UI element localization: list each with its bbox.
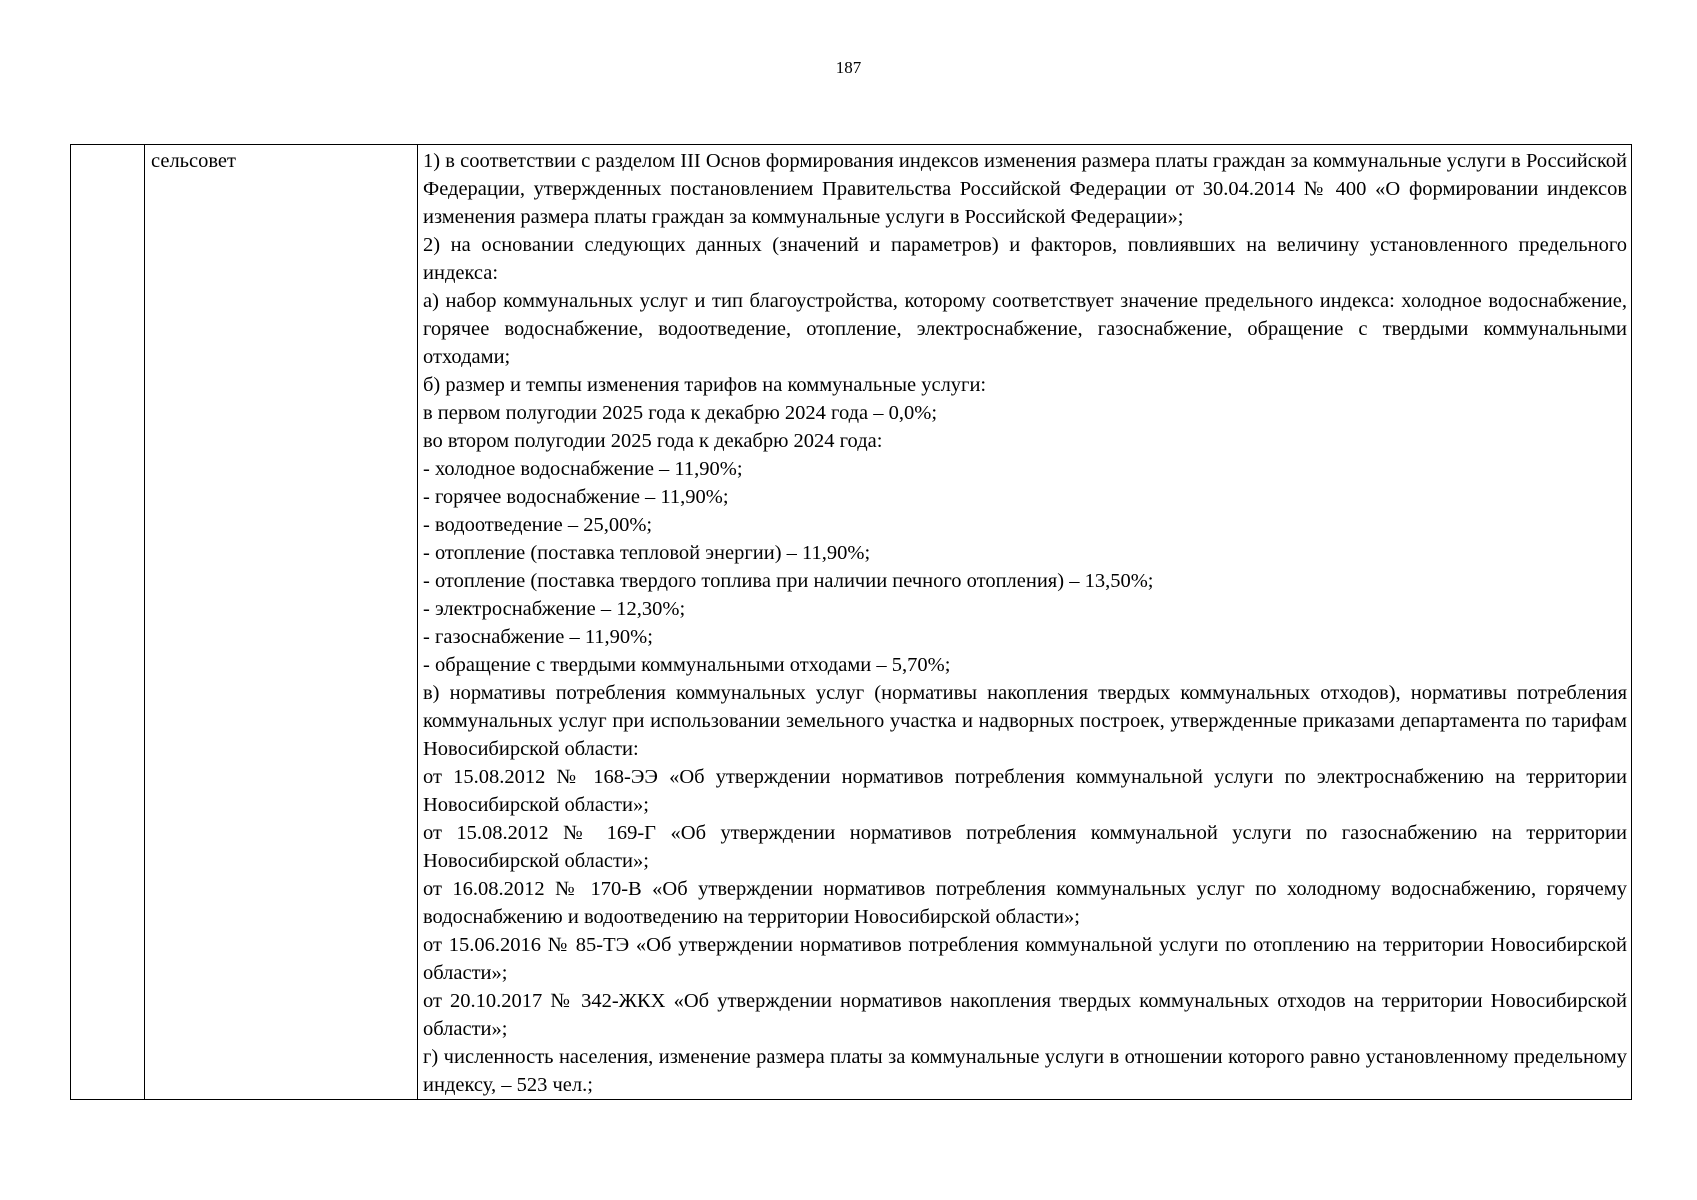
paragraph: во втором полугодии 2025 года к декабрю 2024 года: xyxy=(423,430,883,452)
tariff-list-item: - отопление (поставка твердого топлива при наличии печного отопления) – 13,50%; xyxy=(423,570,1154,592)
order-reference: от 20.10.2017 № 342-ЖКХ «Об утверждении нормативов накопления твердых коммунальных отходов на территории Новосибирской области»; xyxy=(423,990,1627,1040)
order-reference: от 15.08.2012 № 169-Г «Об утверждении нормативов потребления коммунальной услуги по газоснабжению на территории Новосибирской области»; xyxy=(423,822,1627,872)
tariff-list-item: - газоснабжение – 11,90%; xyxy=(423,626,653,648)
row-number-cell xyxy=(71,145,145,1100)
order-reference: от 16.08.2012 № 170-В «Об утверждении нормативов потребления коммунальных услуг по холодному водоснабжению, горячему водоснабжению и водоотведению на территории Новосибирской области»; xyxy=(423,878,1627,928)
tariff-list-item: - отопление (поставка тепловой энергии) – 11,90%; xyxy=(423,542,871,564)
tariff-list-item: - водоотведение – 25,00%; xyxy=(423,514,653,536)
document-table xyxy=(70,144,1632,1100)
order-reference: от 15.08.2012 № 168-ЭЭ «Об утверждении нормативов потребления коммунальной услуги по электроснабжению на территории Новосибирской области»; xyxy=(423,766,1627,816)
tariff-list-item: - электроснабжение – 12,30%; xyxy=(423,598,686,620)
paragraph: в) нормативы потребления коммунальных услуг (нормативы накопления твердых коммунальных отходов), нормативы потребления коммунальных услуг при использовании земельного участка и надворных построек, утвержденные приказами департамента по тарифам Новосибирской области: xyxy=(423,682,1627,760)
paragraph: г) численность населения, изменение размера платы за коммунальные услуги в отношении которого равно установленному предельному индексу, – 523 чел.; xyxy=(423,1046,1627,1096)
description-cell xyxy=(418,145,1632,1100)
paragraph: 2) на основании следующих данных (значений и параметров) и факторов, повлиявших на величину установленного предельного индекса: xyxy=(423,234,1627,284)
paragraph: в первом полугодии 2025 года к декабрю 2024 года – 0,0%; xyxy=(423,402,938,424)
paragraph: 1) в соответствии с разделом III Основ формирования индексов изменения размера платы граждан за коммунальные услуги в Российской Федерации, утвержденных постановлением Правительства Российской Федерации от 30.04.2014 № 400 «О формировании индексов изменения размера платы граждан за коммунальные услуги в Российской Федерации»; xyxy=(423,150,1627,228)
tariff-list-item: - горячее водоснабжение – 11,90%; xyxy=(423,486,729,508)
table-row xyxy=(71,145,1632,1100)
tariff-list-item: - обращение с твердыми коммунальными отходами – 5,70%; xyxy=(423,654,951,676)
tariff-list-item: - холодное водоснабжение – 11,90%; xyxy=(423,458,743,480)
order-reference: от 15.06.2016 № 85-ТЭ «Об утверждении нормативов потребления коммунальной услуги по отоплению на территории Новосибирской области»; xyxy=(423,934,1627,984)
paragraph: а) набор коммунальных услуг и тип благоустройства, которому соответствует значение предельного индекса: холодное водоснабжение, горячее водоснабжение, водоотведение, отопление, электроснабжение, газоснабжение, обращение с твердыми коммунальными отходами; xyxy=(423,290,1627,368)
paragraph: б) размер и темпы изменения тарифов на коммунальные услуги: xyxy=(423,374,987,396)
page-number: 187 xyxy=(835,58,862,77)
municipality-name-cell: сельсовет xyxy=(145,145,418,1100)
